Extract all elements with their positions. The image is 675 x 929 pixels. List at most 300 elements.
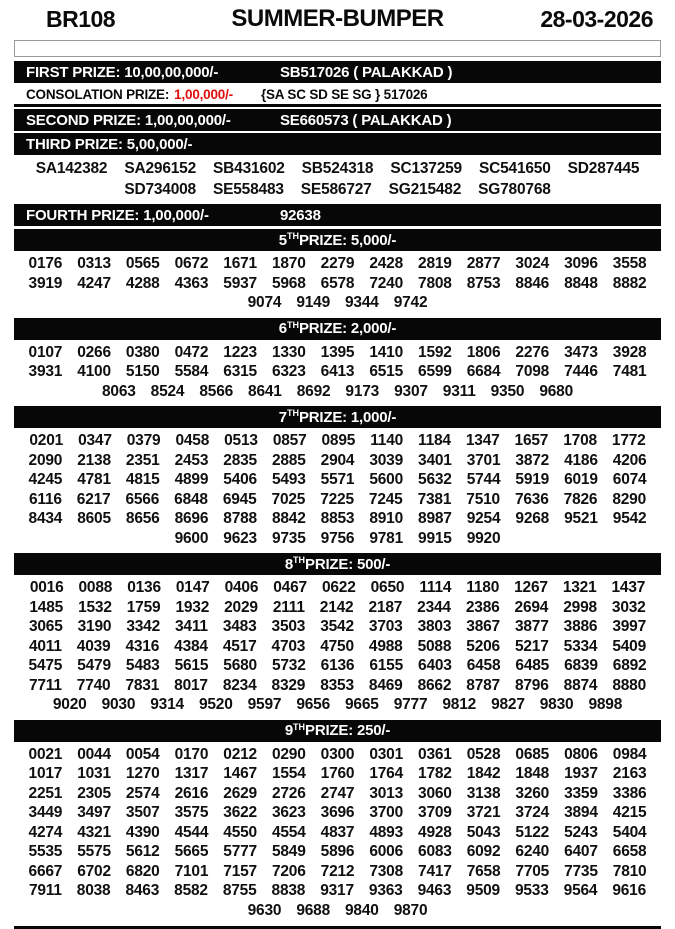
ninth-prize-bar [14,720,661,742]
winning-number: 6658 [612,843,647,860]
winning-number: 0622 [321,579,356,596]
winning-number: 3542 [320,618,354,635]
winning-number: 2835 [223,451,257,469]
winning-number: 9830 [539,696,574,713]
winning-number: 9311 [442,382,476,400]
winning-number: 8788 [223,510,257,527]
tier-title: PRIZE: 1,000/- [298,408,397,426]
winning-number: 6074 [612,471,647,488]
winning-number: 3190 [77,618,112,635]
number-row [14,343,661,363]
winning-number: 6407 [564,843,598,860]
winning-number: SC541650 [478,160,551,177]
number-row [14,617,661,637]
winning-number: 9020 [52,696,87,713]
winning-number: SA142382 [35,160,108,177]
winning-number: 2351 [125,451,160,469]
tier-ordinal-suffix: TH [286,231,299,241]
winning-number: 8434 [28,510,63,527]
winning-number: 3696 [320,804,355,821]
eighth-prize-numbers [14,577,661,717]
winning-number: 6116 [28,490,62,508]
winning-number: 0107 [28,343,63,361]
winning-number: 3096 [564,255,598,272]
winning-number: 6702 [77,862,111,880]
winning-number: 3507 [125,804,160,821]
number-row [14,274,661,294]
winning-number: 5493 [271,471,306,488]
winning-number: 6403 [418,657,452,674]
winning-number: 4815 [125,471,160,488]
winning-number: 4554 [271,823,306,841]
winning-number: 0016 [29,579,64,596]
winning-number: 8605 [77,510,111,527]
winning-number: 1532 [78,598,112,616]
fifth-prize-bar [14,229,661,251]
winning-number: 5406 [223,471,257,488]
winning-number: 1848 [515,765,550,782]
winning-number: 7417 [418,862,452,880]
winning-number: 8290 [612,490,647,508]
winning-number: 4100 [77,363,111,380]
winning-number: SB431602 [213,160,285,177]
winning-number: 7240 [369,274,404,292]
winning-number: 9317 [320,882,354,899]
winning-number: 4321 [77,823,111,841]
winning-number: 0806 [564,745,598,763]
winning-number: 7446 [564,363,598,380]
winning-number: 5612 [125,843,160,860]
winning-number: 8329 [271,676,306,694]
winning-number: 3065 [28,618,63,635]
tier-number: 6 [278,320,287,337]
number-row [14,803,661,823]
winning-number: 1270 [125,765,160,782]
sixth-prize-bar [14,318,661,340]
consolation-amount: 1,00,000/- [174,86,233,102]
winning-number: 3342 [126,618,161,635]
winning-number: 7735 [564,862,598,880]
winning-number: 9781 [369,529,404,547]
winning-number: 3724 [515,804,550,821]
winning-number: 3260 [515,784,550,802]
winning-number: 6485 [515,657,550,674]
winning-number: 6136 [320,657,355,674]
winning-number: 2029 [224,598,258,616]
number-row [14,451,661,471]
consolation-row [14,85,661,103]
winning-number: 3700 [369,804,404,821]
winning-number: 1554 [271,765,306,782]
winning-number: 7157 [223,862,257,880]
number-row [14,470,661,490]
number-row [14,695,661,715]
winning-number: 7810 [612,862,647,880]
number-row [14,637,661,657]
winning-number: 9030 [101,696,136,713]
winning-number: 9680 [539,382,573,400]
winning-number: 4750 [320,637,354,655]
winning-number: 4245 [28,471,63,488]
winning-number: 3919 [28,274,63,292]
number-row [14,862,661,882]
winning-number: 8842 [271,510,306,527]
winning-number: 3721 [466,804,501,821]
number-row [14,901,661,921]
winning-number: 6413 [320,363,355,380]
winning-number: 9268 [515,510,550,527]
winning-number: 2163 [612,765,647,782]
winning-number: 7101 [174,862,209,880]
winning-number: 2138 [77,451,111,469]
winning-number: 1267 [514,579,548,596]
winning-number: 9463 [417,882,452,899]
winning-number: 6240 [515,843,550,860]
winning-number: 0467 [273,579,307,596]
winning-number: 9777 [393,696,428,713]
winning-number: 1592 [418,343,452,361]
winning-number: 5600 [369,471,404,488]
winning-number: 4384 [174,637,208,655]
winning-number: 5043 [466,823,501,841]
winning-number: 5919 [515,471,550,488]
number-row [14,823,661,843]
winning-number: 1140 [370,432,404,449]
blank-strip [14,40,661,57]
winning-number: 7481 [612,363,647,380]
winning-number: 0266 [77,343,111,361]
winning-number: 3931 [28,363,63,380]
winning-number: 8234 [222,676,257,694]
winning-number: 5777 [223,843,257,860]
winning-number: 1759 [126,598,161,616]
winning-number: 1031 [77,765,111,782]
winning-number: 4039 [76,637,111,655]
winning-number: 0021 [28,745,63,763]
seventh-prize-bar [14,406,661,428]
second-prize-winner: SE660573 ( PALAKKAD ) [280,111,452,129]
winning-number: 4550 [223,823,257,841]
winning-number: 5483 [125,657,160,674]
winning-number: 3894 [564,804,598,821]
winning-number: 9597 [247,696,282,713]
tier-6th-prize [14,318,661,404]
winning-number: 7245 [368,490,403,508]
winning-number: 1842 [466,765,501,782]
winning-number: 2885 [271,451,306,469]
number-row [14,656,661,676]
winning-number: 2428 [369,255,404,272]
tier-7th-prize [14,406,661,550]
winning-number: 7098 [515,363,550,380]
winning-number: 4893 [369,823,404,841]
winning-number: 8848 [564,274,598,292]
winning-number: 9756 [320,529,355,547]
winning-number: 3032 [611,598,646,616]
winning-number: 0313 [77,255,111,272]
winning-number: 1017 [28,765,63,782]
winning-number: 8853 [320,510,355,527]
winning-number: 6820 [125,862,160,880]
winning-number: 3024 [515,255,550,272]
winning-number: 2305 [77,784,111,802]
winning-number: 0044 [77,745,111,763]
winning-number: 4781 [77,471,111,488]
winning-number: 9521 [564,510,598,527]
winning-number: 0672 [174,255,209,272]
winning-number: 0212 [223,745,257,763]
winning-number: 0170 [174,745,209,763]
winning-number: 5937 [223,274,257,292]
winning-number: 5744 [466,471,501,488]
winning-number: 6323 [271,363,306,380]
winning-number: 5665 [174,843,209,860]
number-row [14,382,661,402]
winning-number: 7308 [369,862,404,880]
winning-number: 4363 [174,274,209,292]
winning-number: 9688 [296,901,330,919]
winning-number: SB524318 [301,160,374,177]
winning-number: 8753 [466,274,501,292]
winning-number: 3411 [175,618,208,635]
winning-number: 5475 [28,657,63,674]
winning-number: 3401 [418,451,452,469]
winning-number: 0685 [515,745,550,763]
winning-number: 5206 [466,637,500,655]
winning-number: 7826 [563,490,598,508]
winning-number: 3701 [466,451,501,469]
winning-number: 1321 [562,579,597,596]
winning-number: 3575 [174,804,209,821]
tier-number: 9 [284,722,294,739]
fourth-prize-bar [14,204,661,226]
winning-number: 1764 [369,765,404,782]
fourth-prize-label: FOURTH PRIZE: 1,00,000/- [26,206,209,224]
winning-number: 0379 [126,432,161,449]
tier-number: 8 [284,555,294,573]
winning-number: 5680 [223,657,257,674]
winning-number: 5615 [174,657,209,674]
sixth-prize-numbers [14,342,661,404]
second-prize-label: SECOND PRIZE: 1,00,00,000/- [26,111,231,129]
winning-number: 5150 [125,363,160,380]
winning-number: 1708 [563,432,597,449]
winning-number: 8463 [125,882,160,899]
seventh-prize-numbers [14,430,661,550]
winning-number: 0984 [612,745,647,763]
winning-number: 2142 [319,598,354,616]
winning-number: SD287445 [567,160,640,177]
winning-number: 9344 [345,294,379,311]
winning-number: 4206 [612,451,647,469]
winning-number: 0513 [224,432,258,449]
fifth-prize-numbers [14,253,661,315]
winning-number: 9542 [612,510,647,527]
winning-number: 3449 [28,804,63,821]
winning-number: 9840 [345,901,379,919]
winning-number: 1760 [320,765,355,782]
draw-code: BR108 [46,5,116,32]
winning-number: 3997 [612,618,647,635]
winning-number: 3709 [418,804,452,821]
winning-number: 2453 [174,451,209,469]
winning-number: 0895 [321,432,356,449]
winning-number: 0176 [28,255,63,272]
winning-number: 8063 [101,382,136,400]
winning-number: 7658 [466,862,501,880]
winning-number: 6458 [466,657,501,674]
winning-number: 2187 [368,598,403,616]
winning-number: 6515 [369,363,404,380]
winning-number: 5896 [320,843,355,860]
winning-number: 5968 [271,274,306,292]
winning-number: 6599 [418,363,452,380]
tier-ordinal-suffix: TH [293,555,306,565]
winning-number: 4316 [125,637,160,655]
winning-number: 6848 [174,490,208,508]
winning-number: 5571 [320,471,355,488]
winning-number: 9665 [345,696,379,713]
tier-number: 7 [278,408,287,426]
winning-number: 9656 [296,696,330,713]
winning-number: 9742 [393,294,428,311]
winning-number: 4288 [125,274,160,292]
winning-number: 9307 [394,382,428,400]
winning-number: 0528 [466,745,501,763]
winning-number: SD734008 [124,181,196,198]
winning-number: 2279 [320,255,355,272]
winning-number: 8696 [174,510,209,527]
winning-number: 2629 [223,784,257,802]
winning-number: 0300 [320,745,355,763]
winning-number: 4988 [368,637,403,655]
winning-number: 6892 [612,657,647,674]
winning-number: 1932 [175,598,210,616]
winning-number: 9520 [198,696,233,713]
number-row [14,745,661,765]
winning-number: 2726 [271,784,306,802]
winning-number: 5584 [174,363,209,380]
winning-number: 1671 [223,255,257,272]
winning-number: 6155 [369,657,404,674]
winning-number: 8874 [563,676,598,694]
winning-number: 9623 [223,529,257,547]
winning-number: 9314 [150,696,184,713]
winning-number: 2694 [514,598,549,616]
winning-number: 2251 [28,784,63,802]
winning-number: 9812 [442,696,477,713]
winning-number: 1485 [29,598,64,616]
winning-number: 8656 [125,510,160,527]
winning-number: 1410 [369,343,404,361]
winning-number: 2998 [563,598,597,616]
number-row [14,362,661,382]
winning-number: 1114 [419,579,452,596]
winning-number: 3039 [369,451,404,469]
winning-number: 1467 [223,765,257,782]
tier-8th-prize [14,553,661,717]
winning-number: 9630 [247,901,282,919]
winning-number: 6839 [564,657,598,674]
winning-number: 1437 [611,579,646,596]
winning-number: 6019 [564,471,598,488]
winning-number: 7636 [514,490,549,508]
third-prize-label: THIRD PRIZE: 5,00,000/- [26,135,193,153]
winning-number: 8692 [296,382,331,400]
first-prize-bar [14,61,661,83]
winning-number: 5535 [28,843,63,860]
number-row [14,158,661,179]
winning-number: 7206 [271,862,306,880]
winning-number: 0406 [224,579,259,596]
winning-number: 5217 [514,637,549,655]
winning-number: 5334 [563,637,598,655]
winning-number: 7381 [417,490,452,508]
winning-number: 5243 [564,823,598,841]
winning-number: 6684 [466,363,501,380]
winning-number: 3386 [612,784,647,802]
winning-number: 9616 [612,882,647,899]
winning-number: 4517 [222,637,257,655]
winning-number: 8662 [417,676,452,694]
winning-number: 9870 [393,901,428,919]
winning-number: 0201 [29,432,64,449]
winning-number: 5575 [77,843,111,860]
number-row [14,179,661,200]
winning-number: 2616 [174,784,209,802]
number-row [14,293,661,313]
winning-number: 0301 [369,745,404,763]
tier-title: PRIZE: 2,000/- [298,320,397,337]
winning-number: 2819 [418,255,452,272]
winning-number: 3877 [514,618,549,635]
winning-number: 7705 [515,862,550,880]
winning-number: 1657 [514,432,549,449]
winning-number: 6315 [223,363,257,380]
winning-number: 0361 [418,745,452,763]
winning-number: 9600 [174,529,209,547]
winning-number: 4186 [564,451,598,469]
winning-number: SA296152 [124,160,197,177]
winning-number: 1395 [320,343,355,361]
tier-number: 5 [278,231,287,249]
number-row [14,842,661,862]
winning-number: 4011 [28,637,62,655]
winning-number: 8582 [174,882,208,899]
winning-number: 4544 [174,823,209,841]
winning-number: 1317 [174,765,209,782]
winning-number: 0458 [175,432,210,449]
first-prize-winner: SB517026 ( PALAKKAD ) [280,63,453,81]
winning-number: 1806 [466,343,501,361]
winning-number: 5632 [418,471,452,488]
winning-number: 3886 [563,618,598,635]
winning-number: 2904 [320,451,355,469]
draw-date: 28-03-2026 [540,5,653,32]
winning-number: 5088 [417,637,452,655]
tier-ordinal-suffix: TH [293,721,306,732]
winning-number: 9173 [345,382,380,400]
winning-number: 4899 [174,471,209,488]
winning-number: 3623 [271,804,306,821]
winning-number: 3803 [417,618,452,635]
winning-number: 3473 [564,343,598,361]
winning-number: 6578 [320,274,355,292]
winning-number: 3928 [612,343,647,361]
number-row [14,529,661,549]
winning-number: 9350 [490,382,525,400]
winning-number: 7808 [418,274,452,292]
